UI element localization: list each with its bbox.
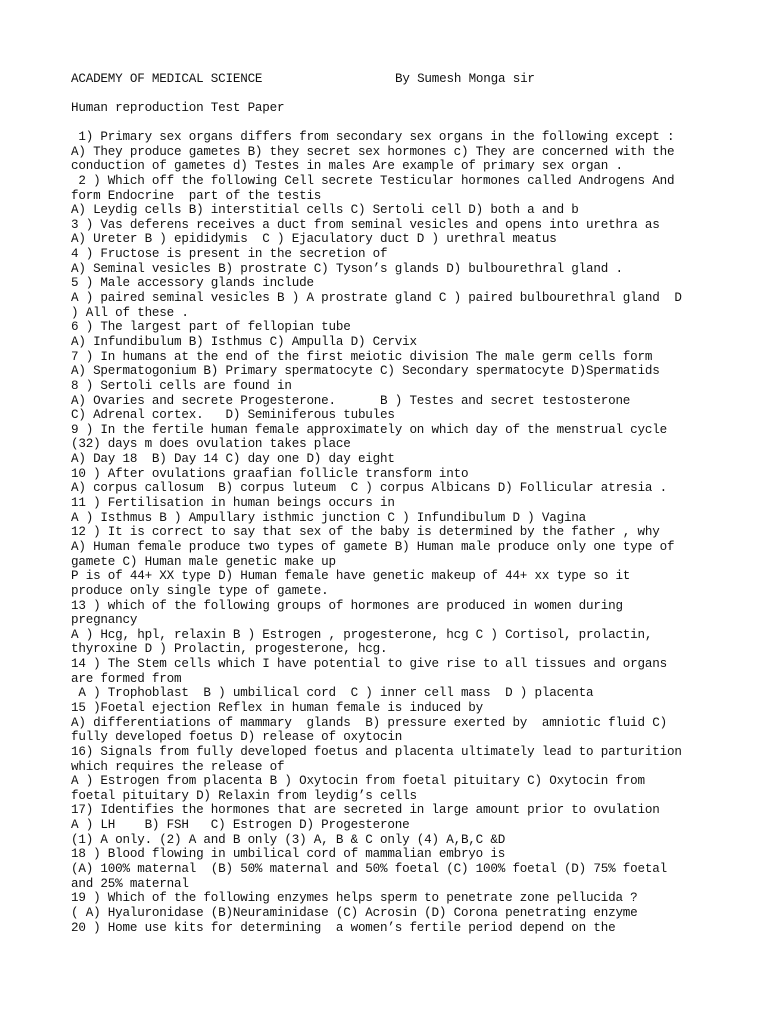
text-line: 11 ) Fertilisation in human beings occurs in <box>71 496 395 511</box>
text-line: 8 ) Sertoli cells are found in <box>71 378 292 393</box>
text-line: A) Infundibulum B) Isthmus C) Ampulla D) Cervix <box>71 334 417 349</box>
text-line: 9 ) In the fertile human female approximately on which day of the menstrual cycle <box>71 422 667 437</box>
text-line: are formed from <box>71 671 182 686</box>
text-line: thyroxine D ) Prolactin, progesterone, hcg. <box>71 642 388 657</box>
text-line: ) All of these . <box>71 305 189 320</box>
text-line: 7 ) In humans at the end of the first meiotic division The male germ cells form <box>71 349 653 364</box>
text-line: A ) LH B) FSH C) Estrogen D) Progesterone <box>71 818 410 833</box>
text-line: foetal pituitary D) Relaxin from leydig’s cells <box>71 788 417 803</box>
text-line: A) Day 18 B) Day 14 C) day one D) day eight <box>71 452 395 467</box>
text-line: 14 ) The Stem cells which I have potential to give rise to all tissues and organs <box>71 657 667 672</box>
text-line: (32) days m does ovulation takes place <box>71 437 351 452</box>
text-line: A) Leydig cells B) interstitial cells C) Sertoli cell D) both a and b <box>71 203 579 218</box>
text-line: 18 ) Blood flowing in umbilical cord of mammalian embryo is <box>71 847 506 862</box>
text-line: 6 ) The largest part of fellopian tube <box>71 320 351 335</box>
text-line: 15 )Foetal ejection Reflex in human female is induced by <box>71 700 484 715</box>
text-line: 1) Primary sex organs differs from secondary sex organs in the following except : <box>71 130 675 144</box>
text-line: A) Spermatogonium B) Primary spermatocyte C) Secondary spermatocyte D)Spermatids <box>71 364 660 379</box>
paper-title: Human reproduction Test Paper <box>71 101 285 115</box>
author-credit: By Sumesh Monga sir <box>395 72 535 86</box>
text-line: 4 ) Fructose is present in the secretion of <box>71 247 388 262</box>
text-line: 5 ) Male accessory glands include <box>71 276 314 291</box>
text-line: A ) Estrogen from placenta B ) Oxytocin from foetal pituitary C) Oxytocin from <box>71 774 645 789</box>
text-line: 17) Identifies the hormones that are secreted in large amount prior to ovulation <box>71 803 660 818</box>
text-line: 12 ) It is correct to say that sex of the baby is determined by the father , why <box>71 525 660 540</box>
text-line: C) Adrenal cortex. D) Seminiferous tubules <box>71 408 395 423</box>
text-line: A) corpus callosum B) corpus luteum C ) corpus Albicans D) Follicular atresia . <box>71 481 667 496</box>
text-line: 3 ) Vas deferens receives a duct from seminal vesicles and opens into urethra as <box>71 217 660 232</box>
text-line: 13 ) which of the following groups of hormones are produced in women during <box>71 598 623 613</box>
text-line: (A) 100% maternal (B) 50% maternal and 50% foetal (C) 100% foetal (D) 75% foetal <box>71 862 667 877</box>
text-line: 16) Signals from fully developed foetus and placenta ultimately lead to parturition <box>71 744 682 759</box>
text-line: A) They produce gametes B) they secret sex hormones c) They are concerned with the <box>71 144 675 159</box>
text-line: A) Human female produce two types of gamete B) Human male produce only one type of <box>71 539 675 554</box>
text-line: fully developed foetus D) release of oxytocin <box>71 730 403 745</box>
text-line: pregnancy <box>71 613 138 628</box>
text-line: A) Ovaries and secrete Progesterone. B ) Testes and secret testosterone <box>71 393 631 408</box>
text-line: which requires the release of <box>71 759 285 774</box>
text-line: conduction of gametes d) Testes in males Are example of primary sex organ . <box>71 159 623 174</box>
text-line: A ) paired seminal vesicles B ) A prostrate gland C ) paired bulbourethral gland D <box>71 291 682 306</box>
text-line: and 25% maternal <box>71 876 189 891</box>
text-line: ( A) Hyaluronidase (B)Neuraminidase (C) Acrosin (D) Corona penetrating enzyme <box>71 905 638 920</box>
academy-name: ACADEMY OF MEDICAL SCIENCE <box>71 72 263 86</box>
text-line: 20 ) Home use kits for determining a women’s fertile period depend on the <box>71 920 616 935</box>
text-line: 19 ) Which of the following enzymes helps sperm to penetrate zone pellucida ? <box>71 891 638 906</box>
text-line: A ) Isthmus B ) Ampullary isthmic junction C ) Infundibulum D ) Vagina <box>71 510 587 525</box>
text-line: A ) Trophoblast B ) umbilical cord C ) inner cell mass D ) placenta <box>71 686 594 701</box>
text-line: produce only single type of gamete. <box>71 583 329 598</box>
question-text-body <box>71 130 761 935</box>
text-line: form Endocrine part of the testis <box>71 188 322 203</box>
text-line: A ) Hcg, hpl, relaxin B ) Estrogen , progesterone, hcg C ) Cortisol, prolactin, <box>71 627 653 642</box>
text-line: gamete C) Human male genetic make up <box>71 554 336 569</box>
text-line: A) Ureter B ) epididymis C ) Ejaculatory duct D ) urethral meatus <box>71 232 557 247</box>
text-line: 2 ) Which off the following Cell secrete Testicular hormones called Androgens And <box>71 173 675 188</box>
text-line: 10 ) After ovulations graafian follicle transform into <box>71 466 469 481</box>
text-line: (1) A only. (2) A and B only (3) A, B & C only (4) A,B,C &D <box>71 832 506 847</box>
text-line: P is of 44+ XX type D) Human female have genetic makeup of 44+ xx type so it <box>71 569 631 584</box>
text-line: A) Seminal vesicles B) prostrate C) Tyson’s glands D) bulbourethral gland . <box>71 261 623 276</box>
text-line: A) differentiations of mammary glands B) pressure exerted by amniotic fluid C) <box>71 715 667 730</box>
